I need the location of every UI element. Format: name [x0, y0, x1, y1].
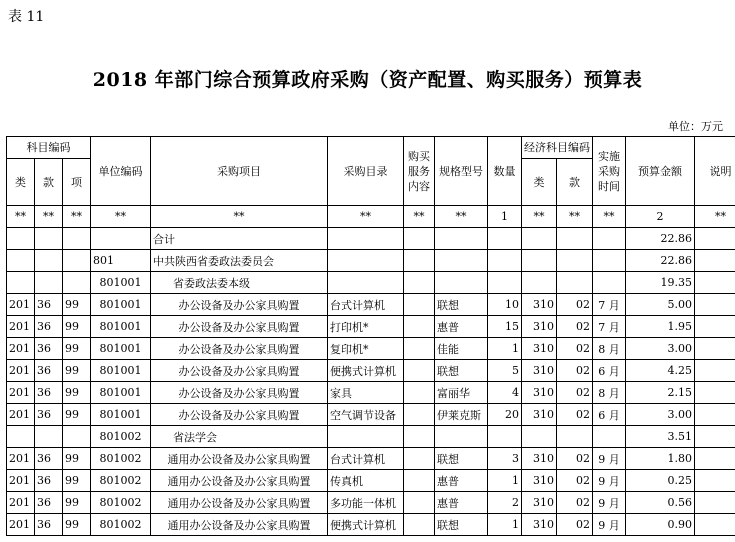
- cell-lei: 201: [7, 338, 35, 360]
- header-unit-code: 单位编码: [91, 137, 151, 206]
- table-row: [7, 404, 735, 426]
- header-buy-service-1: 购买: [408, 149, 431, 163]
- cell-unit-code: 801001: [91, 382, 151, 404]
- cell-econ-lei: 310: [522, 404, 557, 426]
- cell-unit-code: 801001: [91, 404, 151, 426]
- cell-amount: 0.25: [626, 470, 695, 492]
- cell-lei: 201: [7, 294, 35, 316]
- cell-lei: 201: [7, 360, 35, 382]
- cell-time: 8 月: [593, 382, 626, 404]
- header-impl-time: [593, 137, 626, 206]
- cell-kuan: 36: [35, 294, 63, 316]
- cell-kuan: 36: [35, 338, 63, 360]
- header-item: 采购项目: [151, 137, 328, 206]
- marker-cell: **: [151, 206, 328, 228]
- table-row: [7, 294, 735, 316]
- cell-spec: 伊莱克斯: [435, 404, 488, 426]
- cell-unit-code: 801001: [91, 338, 151, 360]
- table-row: [7, 338, 735, 360]
- cell-econ-kuan: 02: [557, 470, 593, 492]
- cell-xiang: 99: [63, 382, 91, 404]
- table-row: [7, 492, 735, 514]
- marker-cell: **: [695, 206, 735, 228]
- cell-unit-code: 801002: [91, 448, 151, 470]
- cell-econ-kuan: 02: [557, 294, 593, 316]
- unit1-row: [7, 272, 735, 294]
- cell-econ-lei: 310: [522, 382, 557, 404]
- cell-xiang: 99: [63, 448, 91, 470]
- table-row: [7, 360, 735, 382]
- header-note: 说明: [695, 137, 735, 206]
- marker-cell: **: [435, 206, 488, 228]
- cell-spec: 惠普: [435, 470, 488, 492]
- cell-econ-kuan: 02: [557, 492, 593, 514]
- marker-cell: **: [35, 206, 63, 228]
- cell-time: 9 月: [593, 492, 626, 514]
- dept-amount: 22.86: [626, 250, 695, 272]
- cell-qty: 1: [488, 470, 522, 492]
- cell-econ-lei: 310: [522, 294, 557, 316]
- cell-qty: 10: [488, 294, 522, 316]
- cell-catalog: 台式计算机: [328, 448, 404, 470]
- cell-time: 6 月: [593, 360, 626, 382]
- cell-catalog: 多功能一体机: [328, 492, 404, 514]
- cell-unit-code: 801001: [91, 360, 151, 382]
- header-buy-service: [404, 137, 435, 206]
- cell-econ-lei: 310: [522, 492, 557, 514]
- cell-econ-lei: 310: [522, 448, 557, 470]
- cell-econ-lei: 310: [522, 316, 557, 338]
- cell-lei: 201: [7, 404, 35, 426]
- cell-econ-kuan: 02: [557, 360, 593, 382]
- cell-time: 7 月: [593, 316, 626, 338]
- cell-lei: 201: [7, 382, 35, 404]
- cell-kuan: 36: [35, 360, 63, 382]
- marker-cell: **: [557, 206, 593, 228]
- cell-xiang: 99: [63, 338, 91, 360]
- cell-spec: 惠普: [435, 316, 488, 338]
- cell-item: 通用办公设备及办公家具购置: [151, 470, 328, 492]
- cell-qty: 15: [488, 316, 522, 338]
- cell-qty: 4: [488, 382, 522, 404]
- marker-cell: **: [522, 206, 557, 228]
- header-impl-1: 实施: [598, 149, 621, 163]
- cell-catalog: 便携式计算机: [328, 514, 404, 536]
- cell-qty: 5: [488, 360, 522, 382]
- cell-amount: 3.00: [626, 338, 695, 360]
- header-impl-3: 时间: [598, 179, 621, 193]
- table-number: 表 11: [8, 9, 45, 25]
- marker-cell: **: [404, 206, 435, 228]
- cell-econ-kuan: 02: [557, 316, 593, 338]
- header-amount: 预算金额: [626, 137, 695, 206]
- cell-xiang: 99: [63, 514, 91, 536]
- header-spec: 规格型号: [435, 137, 488, 206]
- table-row: [7, 316, 735, 338]
- cell-spec: 联想: [435, 294, 488, 316]
- cell-time: 6 月: [593, 404, 626, 426]
- cell-qty: 2: [488, 492, 522, 514]
- cell-kuan: 36: [35, 470, 63, 492]
- cell-catalog: 家具: [328, 382, 404, 404]
- header-buy-service-2: 服务: [408, 164, 431, 178]
- table-row: [7, 514, 735, 536]
- header-impl-2: 采购: [598, 164, 621, 178]
- cell-amount: 1.95: [626, 316, 695, 338]
- cell-xiang: 99: [63, 316, 91, 338]
- cell-kuan: 36: [35, 514, 63, 536]
- dept-row: [7, 250, 735, 272]
- cell-kuan: 36: [35, 492, 63, 514]
- page-title: 2018 年部门综合预算政府采购（资产配置、购买服务）预算表: [92, 69, 643, 91]
- cell-lei: 201: [7, 470, 35, 492]
- cell-qty: 1: [488, 514, 522, 536]
- table-row: [7, 448, 735, 470]
- cell-econ-kuan: 02: [557, 448, 593, 470]
- cell-qty: 20: [488, 404, 522, 426]
- cell-spec: 佳能: [435, 338, 488, 360]
- marker-cell: **: [328, 206, 404, 228]
- cell-xiang: 99: [63, 360, 91, 382]
- header-econ-lei: 类: [522, 159, 557, 206]
- cell-amount: 3.00: [626, 404, 695, 426]
- cell-xiang: 99: [63, 404, 91, 426]
- cell-amount: 1.80: [626, 448, 695, 470]
- cell-unit-code: 801001: [91, 294, 151, 316]
- cell-item: 通用办公设备及办公家具购置: [151, 514, 328, 536]
- cell-econ-kuan: 02: [557, 514, 593, 536]
- dept-code: 801: [91, 250, 151, 272]
- unit2-row: [7, 426, 735, 448]
- header-econ-code: 经济科目编码: [522, 137, 593, 159]
- cell-amount: 2.15: [626, 382, 695, 404]
- cell-econ-lei: 310: [522, 470, 557, 492]
- cell-spec: 联想: [435, 360, 488, 382]
- header-xiang: 项: [63, 159, 91, 206]
- unit1-amount: 19.35: [626, 272, 695, 294]
- cell-time: 9 月: [593, 448, 626, 470]
- header-qty: 数量: [488, 137, 522, 206]
- marker-cell: 1: [488, 206, 522, 228]
- marker-cell: **: [7, 206, 35, 228]
- marker-cell: **: [91, 206, 151, 228]
- marker-cell: **: [593, 206, 626, 228]
- unit-label: 单位：万元: [668, 120, 723, 133]
- cell-item: 办公设备及办公家具购置: [151, 338, 328, 360]
- unit2-amount: 3.51: [626, 426, 695, 448]
- cell-item: 通用办公设备及办公家具购置: [151, 448, 328, 470]
- cell-xiang: 99: [63, 492, 91, 514]
- total-row: [7, 228, 735, 250]
- cell-item: 办公设备及办公家具购置: [151, 404, 328, 426]
- unit2-name: 省法学会: [151, 426, 328, 448]
- cell-kuan: 36: [35, 448, 63, 470]
- unit1-name: 省委政法委本级: [151, 272, 328, 294]
- total-label: 合计: [151, 228, 328, 250]
- cell-unit-code: 801002: [91, 492, 151, 514]
- header-catalog: 采购目录: [328, 137, 404, 206]
- header-subject-code: 科目编码: [7, 137, 91, 159]
- header-lei: 类: [7, 159, 35, 206]
- cell-time: 9 月: [593, 470, 626, 492]
- cell-lei: 201: [7, 514, 35, 536]
- table-row: [7, 382, 735, 404]
- budget-table: [6, 136, 735, 536]
- cell-spec: 联想: [435, 448, 488, 470]
- cell-kuan: 36: [35, 404, 63, 426]
- cell-lei: 201: [7, 448, 35, 470]
- cell-econ-kuan: 02: [557, 338, 593, 360]
- cell-catalog: 打印机*: [328, 316, 404, 338]
- cell-amount: 4.25: [626, 360, 695, 382]
- cell-catalog: 复印机*: [328, 338, 404, 360]
- marker-cell: **: [63, 206, 91, 228]
- cell-spec: 富丽华: [435, 382, 488, 404]
- cell-unit-code: 801002: [91, 514, 151, 536]
- unit1-code: 801001: [91, 272, 151, 294]
- cell-qty: 1: [488, 338, 522, 360]
- cell-spec: 惠普: [435, 492, 488, 514]
- cell-econ-lei: 310: [522, 514, 557, 536]
- header-buy-service-3: 内容: [408, 179, 431, 193]
- cell-econ-kuan: 02: [557, 404, 593, 426]
- marker-row: [7, 206, 735, 228]
- cell-econ-lei: 310: [522, 338, 557, 360]
- cell-unit-code: 801001: [91, 316, 151, 338]
- cell-time: 8 月: [593, 338, 626, 360]
- cell-spec: 联想: [435, 514, 488, 536]
- cell-item: 办公设备及办公家具购置: [151, 360, 328, 382]
- cell-catalog: 空气调节设备: [328, 404, 404, 426]
- cell-econ-kuan: 02: [557, 382, 593, 404]
- header-econ-kuan: 款: [557, 159, 593, 206]
- cell-time: 9 月: [593, 514, 626, 536]
- cell-amount: 0.90: [626, 514, 695, 536]
- unit2-code: 801002: [91, 426, 151, 448]
- cell-catalog: 传真机: [328, 470, 404, 492]
- cell-kuan: 36: [35, 382, 63, 404]
- cell-item: 办公设备及办公家具购置: [151, 382, 328, 404]
- cell-amount: 5.00: [626, 294, 695, 316]
- cell-lei: 201: [7, 316, 35, 338]
- header-kuan: 款: [35, 159, 63, 206]
- cell-time: 7 月: [593, 294, 626, 316]
- cell-item: 通用办公设备及办公家具购置: [151, 492, 328, 514]
- marker-cell: 2: [626, 206, 695, 228]
- cell-lei: 201: [7, 492, 35, 514]
- cell-catalog: 台式计算机: [328, 294, 404, 316]
- cell-amount: 0.56: [626, 492, 695, 514]
- cell-econ-lei: 310: [522, 360, 557, 382]
- cell-catalog: 便携式计算机: [328, 360, 404, 382]
- cell-unit-code: 801002: [91, 470, 151, 492]
- cell-xiang: 99: [63, 470, 91, 492]
- cell-xiang: 99: [63, 294, 91, 316]
- cell-item: 办公设备及办公家具购置: [151, 316, 328, 338]
- cell-item: 办公设备及办公家具购置: [151, 294, 328, 316]
- cell-kuan: 36: [35, 316, 63, 338]
- total-amount: 22.86: [626, 228, 695, 250]
- dept-name: 中共陕西省委政法委员会: [151, 250, 328, 272]
- cell-qty: 3: [488, 448, 522, 470]
- table-row: [7, 470, 735, 492]
